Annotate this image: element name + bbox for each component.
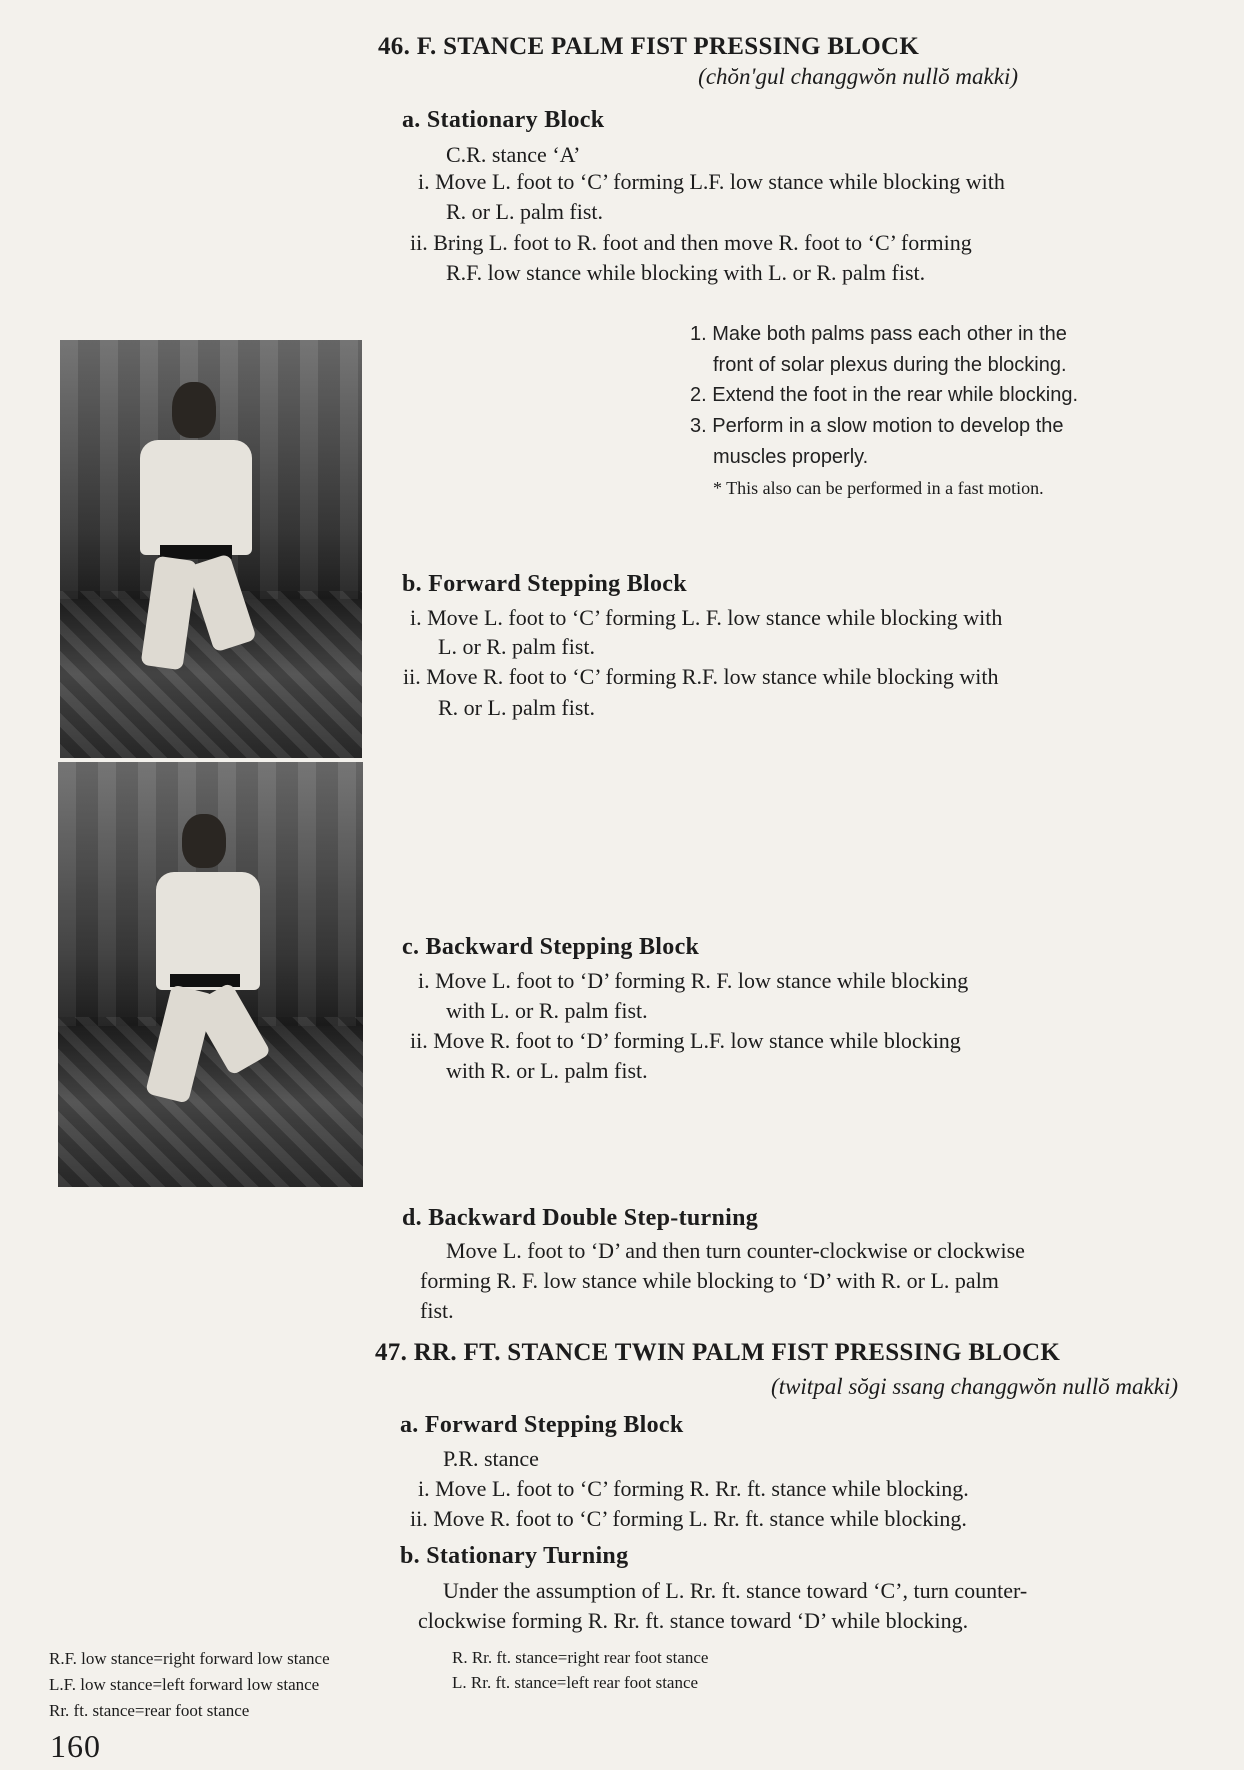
s46-d-l2: forming R. F. low stance while blocking to ‘D’ with R. or L. palm: [420, 1268, 999, 1293]
figure-head: [172, 382, 216, 438]
s46-d-l3: fist.: [420, 1298, 454, 1323]
s46-c-ii1: ii. Move R. foot to ‘D’ forming L.F. low stance while blocking: [410, 1028, 961, 1053]
section-46-romanized: (chŏn'gul changgwŏn nullŏ makki): [698, 64, 1018, 89]
note-2: 2. Extend the foot in the rear while blocking.: [690, 384, 1079, 406]
s46-c-i2: with L. or R. palm fist.: [446, 998, 648, 1023]
footnote-rf: R.F. low stance=right forward low stance: [49, 1649, 330, 1668]
s46-a-heading: a. Stationary Block: [402, 107, 605, 133]
footnote-rr: Rr. ft. stance=rear foot stance: [49, 1701, 250, 1720]
s46-d-heading: d. Backward Double Step-turning: [402, 1205, 759, 1231]
page-number: 160: [50, 1728, 101, 1764]
s47-b-heading: b. Stationary Turning: [400, 1543, 629, 1569]
s46-a-ii1: ii. Bring L. foot to R. foot and then move R. foot to ‘C’ forming: [410, 230, 972, 255]
s46-b-i2: L. or R. palm fist.: [438, 634, 596, 659]
s46-a-line: C.R. stance ‘A’: [446, 142, 581, 167]
s47-a-ii1: ii. Move R. foot to ‘C’ forming L. Rr. ft. stance while blocking.: [410, 1506, 967, 1531]
s46-b-ii1: ii. Move R. foot to ‘C’ forming R.F. low stance while blocking with: [403, 664, 999, 689]
s47-a-i1: i. Move L. foot to ‘C’ forming R. Rr. ft. stance while blocking.: [418, 1476, 969, 1501]
s46-a-ii2: R.F. low stance while blocking with L. or R. palm fist.: [446, 260, 926, 285]
figure-jacket: [156, 872, 260, 990]
footnote-lf: L.F. low stance=left forward low stance: [49, 1675, 320, 1694]
figure-jacket: [140, 440, 252, 555]
s46-a-i2: R. or L. palm fist.: [446, 199, 604, 224]
s47-b-l1: Under the assumption of L. Rr. ft. stance toward ‘C’, turn counter-: [443, 1578, 1028, 1603]
s47-b-l2: clockwise forming R. Rr. ft. stance toward ‘D’ while blocking.: [418, 1608, 969, 1633]
s46-b-ii2: R. or L. palm fist.: [438, 695, 596, 720]
footnote-r-rr: R. Rr. ft. stance=right rear foot stance: [452, 1648, 709, 1667]
section-46-title: 46. F. STANCE PALM FIST PRESSING BLOCK: [378, 33, 920, 60]
photo-floor: [58, 1017, 363, 1187]
s46-d-l1: Move L. foot to ‘D’ and then turn counter-clockwise or clockwise: [446, 1238, 1025, 1263]
s46-c-ii2: with R. or L. palm fist.: [446, 1058, 648, 1083]
photo-stance-2: [58, 762, 363, 1187]
s46-b-heading: b. Forward Stepping Block: [402, 571, 687, 597]
figure-head: [182, 814, 226, 868]
note-3b: muscles properly.: [713, 446, 869, 468]
note-1a: 1. Make both palms pass each other in the: [690, 323, 1067, 345]
note-star: * This also can be performed in a fast motion.: [713, 478, 1044, 498]
note-3a: 3. Perform in a slow motion to develop the: [690, 415, 1064, 437]
s46-b-i1: i. Move L. foot to ‘C’ forming L. F. low stance while blocking with: [410, 605, 1003, 630]
s46-c-i1: i. Move L. foot to ‘D’ forming R. F. low stance while blocking: [418, 968, 969, 993]
s46-a-i1: i. Move L. foot to ‘C’ forming L.F. low stance while blocking with: [418, 169, 1005, 194]
s47-a-heading: a. Forward Stepping Block: [400, 1412, 684, 1438]
footnote-l-rr: L. Rr. ft. stance=left rear foot stance: [452, 1673, 699, 1692]
s46-c-heading: c. Backward Stepping Block: [402, 934, 700, 960]
section-47-title: 47. RR. FT. STANCE TWIN PALM FIST PRESSING BLOCK: [375, 1339, 1061, 1366]
photo-stance-1: [60, 340, 362, 758]
note-1b: front of solar plexus during the blocking.: [713, 354, 1067, 376]
section-47-romanized: (twitpal sŏgi ssang changgwŏn nullŏ makki): [771, 1374, 1178, 1399]
s47-a-line: P.R. stance: [443, 1446, 539, 1471]
